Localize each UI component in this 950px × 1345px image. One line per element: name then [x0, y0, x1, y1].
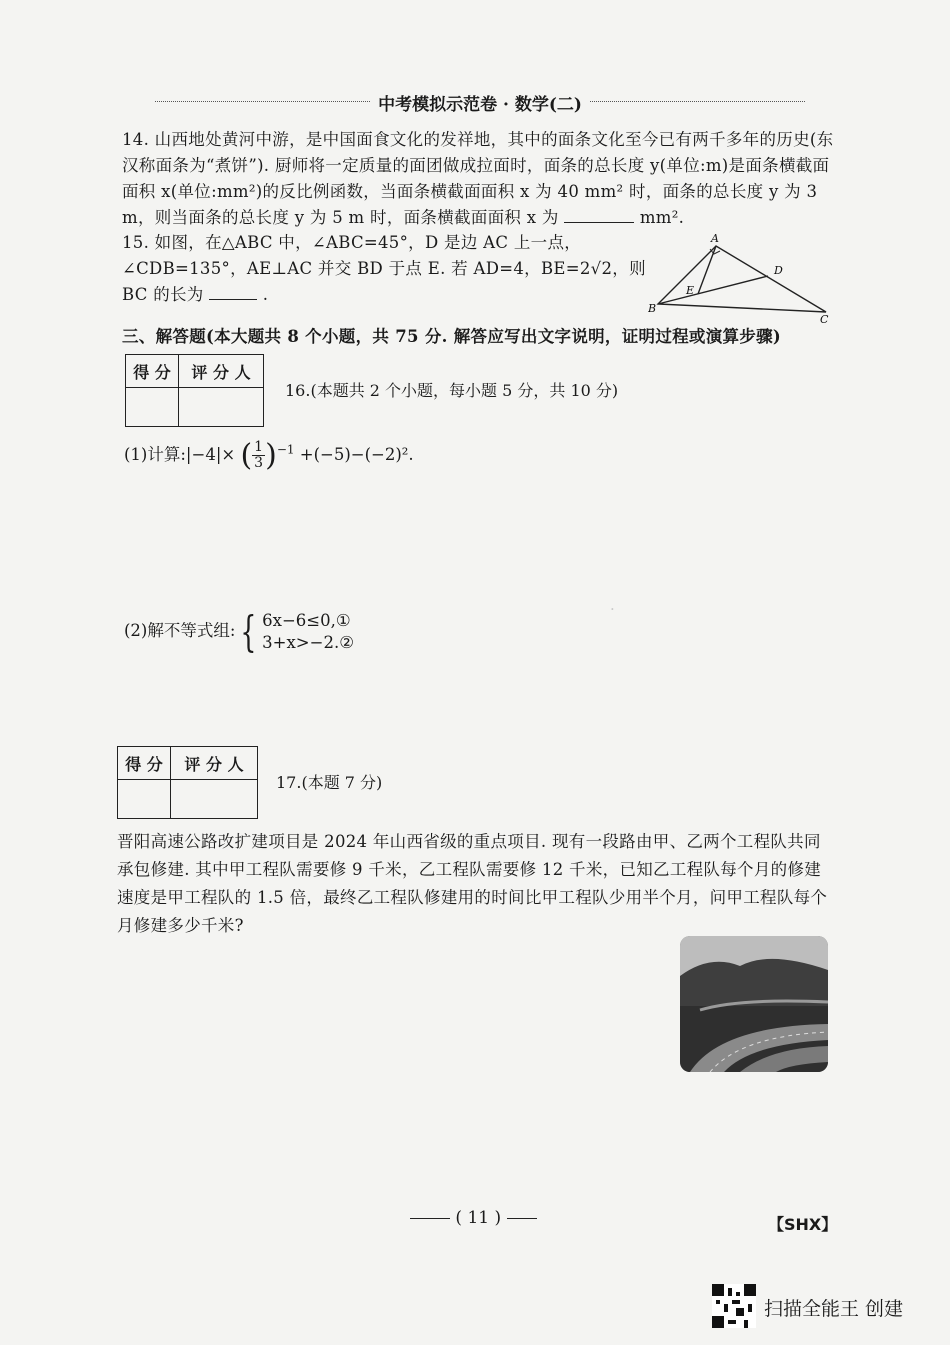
qr-code-icon[interactable] [712, 1284, 756, 1328]
score-cell[interactable] [126, 388, 179, 427]
answer-blank-14[interactable] [564, 206, 634, 223]
question-16-part-1 [124, 438, 414, 473]
score-cell[interactable] [118, 780, 171, 819]
exponent: −1 [276, 442, 295, 457]
page-number-value: 11 [467, 1208, 490, 1228]
header-title: 中考模拟示范卷 · 数学(二) [378, 95, 582, 115]
header-dotted-line-left [155, 101, 370, 102]
highway-illustration [680, 936, 828, 1072]
question-17-text: 晋阳高速公路改扩建项目是 2024 年山西省级的重点项目. 现有一段路由甲、乙两个工程队共同承包修建. 其中甲工程队需要修 9 千米，乙工程队需要修 12 千米，已知乙工程队每个月的修建速度是甲工程队的 1.5 倍，最终乙工程队修建用的时间比甲工程队少用半个月，问甲工程队每个月修建多少千米? [117, 832, 828, 935]
fraction-denominator: 3 [254, 455, 264, 471]
bleed-through-text: · [610, 600, 615, 618]
part1-prefix: (1)计算:|−4|× [124, 445, 236, 464]
page-number-rule-left [410, 1218, 450, 1219]
inequality-2: 3+x>−2.② [262, 632, 354, 652]
page-number: ( 11 ) [410, 1208, 537, 1228]
exam-code: 【SHX】 [768, 1215, 838, 1234]
question-14-unit: mm². [639, 208, 685, 227]
fraction-numerator: 1 [254, 439, 264, 455]
question-15-end: . [262, 285, 269, 304]
score-header: 得 分 [118, 747, 171, 780]
page-header [155, 90, 805, 115]
paren-right: ) [265, 438, 277, 473]
label-e: E [686, 284, 695, 297]
answer-blank-15[interactable] [209, 283, 257, 300]
score-table-17 [117, 746, 258, 819]
section-3-title: 三、解答题(本大题共 8 个小题，共 75 分. 解答应写出文字说明，证明过程或演算步骤) [122, 327, 782, 346]
highway-photo [680, 936, 828, 1072]
label-b: B [648, 302, 657, 315]
grader-header: 评 分 人 [179, 355, 264, 388]
triangle-figure [648, 232, 838, 324]
question-16-title: 16.(本题共 2 个小题，每小题 5 分，共 10 分) [285, 381, 619, 400]
part1-suffix: +(−5)−(−2)². [299, 445, 414, 464]
score-table-16 [125, 354, 264, 427]
label-a: A [711, 232, 719, 245]
fraction-one-third [252, 440, 265, 471]
question-14-text: 14. 山西地处黄河中游，是中国面食文化的发祥地，其中的面条文化至今已有两千多年的历史(东汉称面条为“煮饼”). 厨师将一定质量的面团做成拉面时，面条的总长度 y(单位:m)是面条横截面面积 x(单位:mm²)的反比例函数，当面条横截面面积 x 为 40 mm² 时，面条的总长度 y 为 3 m，则当面条的总长度 y 为 5 m 时，面条横截面面积 x 为 [122, 130, 834, 227]
page-number-rule-right [507, 1218, 537, 1219]
question-14 [122, 127, 842, 231]
part2-prefix: (2)解不等式组: [124, 621, 236, 640]
grader-cell[interactable] [171, 780, 258, 819]
segment-bd [658, 276, 768, 304]
label-d: D [774, 264, 783, 277]
paren-left: ( [240, 438, 253, 473]
inequality-1: 6x−6≤0,① [262, 610, 351, 630]
score-header: 得 分 [126, 355, 179, 388]
triangle-abc [658, 246, 826, 312]
brace: { [240, 607, 257, 656]
label-c: C [820, 313, 829, 324]
grader-header: 评 分 人 [171, 747, 258, 780]
question-15-text: 15. 如图，在△ABC 中，∠ABC=45°，D 是边 AC 上一点，∠CDB=135°，AE⊥AC 并交 BD 于点 E. 若 AD=4，BE=2√2，则 BC 的长为 [122, 233, 646, 304]
question-17-title: 17.(本题 7 分) [276, 773, 383, 792]
grader-cell[interactable] [179, 388, 264, 427]
header-dotted-line-right [590, 101, 805, 102]
inequality-system [262, 610, 354, 654]
scanner-watermark: 扫描全能王 创建 [764, 1298, 904, 1320]
question-15 [122, 230, 662, 308]
question-16-part-2 [124, 607, 354, 656]
